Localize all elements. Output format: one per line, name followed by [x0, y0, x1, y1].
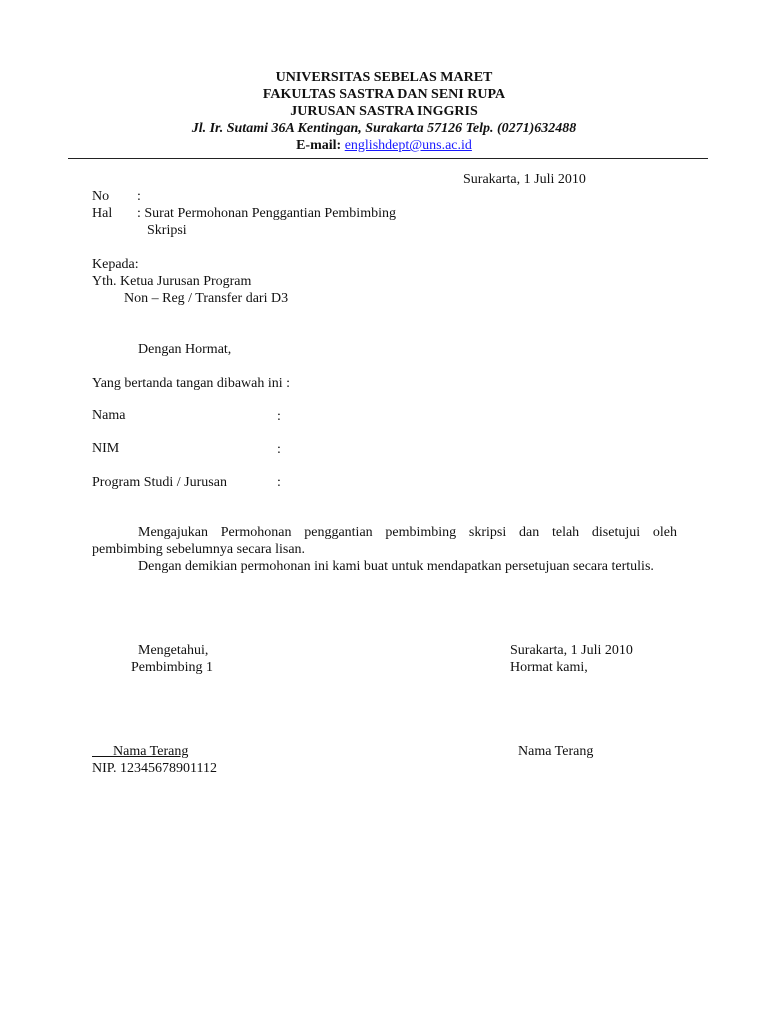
sign-right-date: Surakarta, 1 Juli 2010 [510, 643, 633, 658]
email-link[interactable]: englishdept@uns.ac.id [344, 138, 472, 153]
no-colon: : [137, 189, 141, 204]
hal-label: Hal [92, 206, 113, 221]
sign-right-hormat: Hormat kami, [510, 660, 588, 675]
address-line: Jl. Ir. Sutami 36A Kentingan, Surakarta 57126 Telp. (0271)632488 [191, 121, 577, 136]
sign-left-pembimbing: Pembimbing 1 [131, 660, 214, 675]
no-label: No [92, 189, 110, 204]
sign-left-name-prefix [92, 744, 113, 759]
letterhead-divider [68, 158, 708, 159]
field-colon-nim: : [277, 442, 281, 457]
field-colon-program-studi: : [277, 475, 281, 490]
sign-left-name [92, 743, 188, 760]
field-label-nama: Nama [92, 408, 126, 423]
intro-line: Yang bertanda tangan dibawah ini : [92, 376, 291, 391]
field-label-program-studi: Program Studi / Jurusan [92, 475, 227, 490]
hal-value-continued: Skripsi [147, 223, 187, 238]
recipient-line1: Yth. Ketua Jurusan Program [92, 274, 252, 289]
university-name: UNIVERSITAS SEBELAS MARET [275, 70, 493, 85]
body-paragraph-1: Mengajukan Permohonan penggantian pembimbing skripsi dan telah disetujui oleh pembimbing sebelumnya secara lisan. [92, 525, 677, 557]
recipient-line2: Non – Reg / Transfer dari D3 [124, 291, 289, 306]
sign-left-mengetahui: Mengetahui, [138, 643, 209, 658]
field-colon-nama: : [277, 409, 281, 424]
recipient-kepada: Kepada: [92, 257, 139, 272]
greeting: Dengan Hormat, [138, 342, 232, 357]
body-paragraph-2: Dengan demikian permohonan ini kami buat untuk mendapatkan persetujuan secara tertulis. [138, 559, 654, 574]
field-label-nim: NIM [92, 441, 120, 456]
letter-date: Surakarta, 1 Juli 2010 [463, 172, 586, 187]
email-label: E-mail: [296, 138, 342, 153]
hal-value: : Surat Permohonan Penggantian Pembimbing [137, 206, 396, 221]
sign-right-name: Nama Terang [518, 744, 594, 759]
faculty-name: FAKULTAS SASTRA DAN SENI RUPA [262, 87, 506, 102]
sign-left-name-text: Nama Terang [113, 744, 189, 759]
email-line [0, 137, 768, 154]
department-name: JURUSAN SASTRA INGGRIS [290, 104, 478, 119]
sign-left-nip: NIP. 12345678901112 [92, 761, 217, 776]
